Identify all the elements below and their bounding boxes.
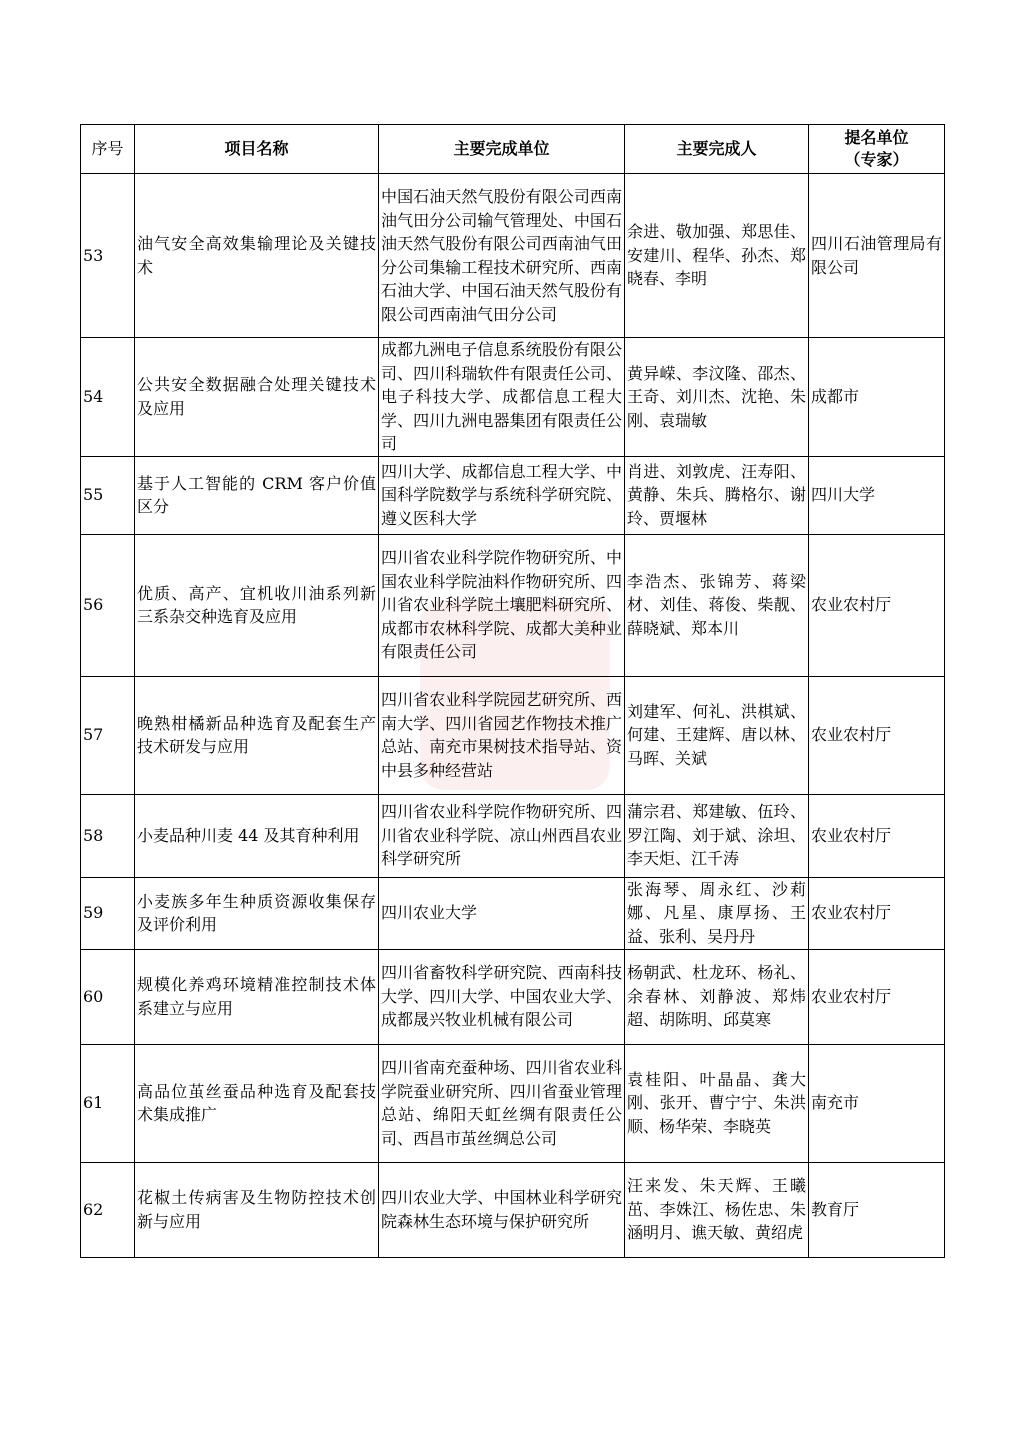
cell-people: 袁桂阳、叶晶晶、龚大刚、张开、曹宁宁、朱洪顺、杨华荣、李晓英 bbox=[625, 1044, 809, 1162]
cell-project: 高品位茧丝蚕品种选育及配套技术集成推广 bbox=[135, 1044, 379, 1162]
cell-project: 晚熟柑橘新品种选育及配套生产技术研发与应用 bbox=[135, 676, 379, 794]
header-people: 主要完成人 bbox=[625, 125, 809, 174]
cell-nominator: 农业农村厅 bbox=[809, 877, 945, 949]
cell-nominator: 四川石油管理局有限公司 bbox=[809, 174, 945, 338]
table-row bbox=[81, 534, 945, 676]
cell-people: 汪来发、朱天辉、王曦茁、李姝江、杨佐忠、朱涵明月、谯天敏、黄绍虎 bbox=[625, 1162, 809, 1257]
cell-seq: 58 bbox=[81, 794, 135, 877]
cell-people: 张海琴、周永红、沙莉娜、凡星、康厚扬、王益、张利、吴丹丹 bbox=[625, 877, 809, 949]
cell-nominator: 农业农村厅 bbox=[809, 676, 945, 794]
cell-seq: 53 bbox=[81, 174, 135, 338]
cell-nominator: 农业农村厅 bbox=[809, 534, 945, 676]
cell-project: 基于人工智能的 CRM 客户价值区分 bbox=[135, 456, 379, 534]
cell-project: 油气安全高效集输理论及关键技术 bbox=[135, 174, 379, 338]
header-seq: 序号 bbox=[81, 125, 135, 174]
cell-unit: 中国石油天然气股份有限公司西南油气田分公司输气管理处、中国石油天然气股份有限公司西南油气田分公司集输工程技术研究所、西南石油大学、中国石油天然气股份有限公司西南油气田分公司 bbox=[379, 174, 625, 338]
cell-project: 小麦族多年生种质资源收集保存及评价利用 bbox=[135, 877, 379, 949]
cell-seq: 59 bbox=[81, 877, 135, 949]
cell-seq: 57 bbox=[81, 676, 135, 794]
table-row bbox=[81, 456, 945, 534]
awards-table bbox=[80, 124, 945, 1258]
table-row bbox=[81, 1162, 945, 1257]
cell-unit: 四川省农业科学院作物研究所、中国农业科学院油料作物研究所、四川省农业科学院土壤肥料研究所、成都市农林科学院、成都大美种业有限责任公司 bbox=[379, 534, 625, 676]
cell-nominator: 南充市 bbox=[809, 1044, 945, 1162]
cell-people: 黄异嵘、李汶隆、邵杰、王奇、刘川杰、沈艳、朱刚、袁瑞敏 bbox=[625, 338, 809, 457]
header-unit: 主要完成单位 bbox=[379, 125, 625, 174]
cell-people: 李浩杰、张锦芳、蒋梁材、刘佳、蒋俊、柴靓、薛晓斌、郑本川 bbox=[625, 534, 809, 676]
header-nominator bbox=[809, 125, 945, 174]
table-row bbox=[81, 1044, 945, 1162]
cell-seq: 61 bbox=[81, 1044, 135, 1162]
cell-seq: 56 bbox=[81, 534, 135, 676]
cell-nominator: 农业农村厅 bbox=[809, 794, 945, 877]
cell-unit: 四川农业大学 bbox=[379, 877, 625, 949]
cell-unit: 四川省南充蚕种场、四川省农业科学院蚕业研究所、四川省蚕业管理总站、绵阳天虹丝绸有限责任公司、西昌市茧丝绸总公司 bbox=[379, 1044, 625, 1162]
table-row bbox=[81, 949, 945, 1044]
cell-seq: 60 bbox=[81, 949, 135, 1044]
cell-unit: 成都九洲电子信息系统股份有限公司、四川科瑞软件有限责任公司、电子科技大学、成都信息工程大学、四川九洲电器集团有限责任公司 bbox=[379, 338, 625, 457]
cell-nominator: 成都市 bbox=[809, 338, 945, 457]
cell-seq: 54 bbox=[81, 338, 135, 457]
table-row bbox=[81, 877, 945, 949]
cell-nominator: 四川大学 bbox=[809, 456, 945, 534]
cell-unit: 四川大学、成都信息工程大学、中国科学院数学与系统科学研究院、遵义医科大学 bbox=[379, 456, 625, 534]
cell-nominator: 农业农村厅 bbox=[809, 949, 945, 1044]
cell-project: 花椒土传病害及生物防控技术创新与应用 bbox=[135, 1162, 379, 1257]
cell-people: 蒲宗君、郑建敏、伍玲、罗江陶、刘于斌、涂坦、李天炬、江千涛 bbox=[625, 794, 809, 877]
cell-project: 规模化养鸡环境精准控制技术体系建立与应用 bbox=[135, 949, 379, 1044]
header-nominator-line2: （专家） bbox=[844, 150, 909, 169]
cell-project: 小麦品种川麦 44 及其育种利用 bbox=[135, 794, 379, 877]
cell-seq: 55 bbox=[81, 456, 135, 534]
header-nominator-line1: 提名单位 bbox=[844, 128, 909, 147]
header-row bbox=[81, 125, 945, 174]
cell-seq: 62 bbox=[81, 1162, 135, 1257]
cell-unit: 四川省农业科学院作物研究所、四川省农业科学院、凉山州西昌农业科学研究所 bbox=[379, 794, 625, 877]
cell-project: 公共安全数据融合处理关键技术及应用 bbox=[135, 338, 379, 457]
cell-unit: 四川农业大学、中国林业科学研究院森林生态环境与保护研究所 bbox=[379, 1162, 625, 1257]
table-row bbox=[81, 338, 945, 457]
cell-people: 刘建军、何礼、洪棋斌、何建、王建辉、唐以林、马晖、关斌 bbox=[625, 676, 809, 794]
cell-people: 肖进、刘敦虎、汪寿阳、黄静、朱兵、腾格尔、谢玲、贾堰林 bbox=[625, 456, 809, 534]
header-project: 项目名称 bbox=[135, 125, 379, 174]
table-row bbox=[81, 174, 945, 338]
cell-unit: 四川省畜牧科学研究院、西南科技大学、四川大学、中国农业大学、成都晟兴牧业机械有限公司 bbox=[379, 949, 625, 1044]
cell-project: 优质、高产、宜机收川油系列新三系杂交种选育及应用 bbox=[135, 534, 379, 676]
cell-people: 余进、敬加强、郑思佳、安建川、程华、孙杰、郑晓春、李明 bbox=[625, 174, 809, 338]
cell-nominator: 教育厅 bbox=[809, 1162, 945, 1257]
cell-unit: 四川省农业科学院园艺研究所、西南大学、四川省园艺作物技术推广总站、南充市果树技术指导站、资中县多种经营站 bbox=[379, 676, 625, 794]
cell-people: 杨朝武、杜龙环、杨礼、余春林、刘静波、郑炜超、胡陈明、邱莫寒 bbox=[625, 949, 809, 1044]
table-row bbox=[81, 794, 945, 877]
table-row bbox=[81, 676, 945, 794]
